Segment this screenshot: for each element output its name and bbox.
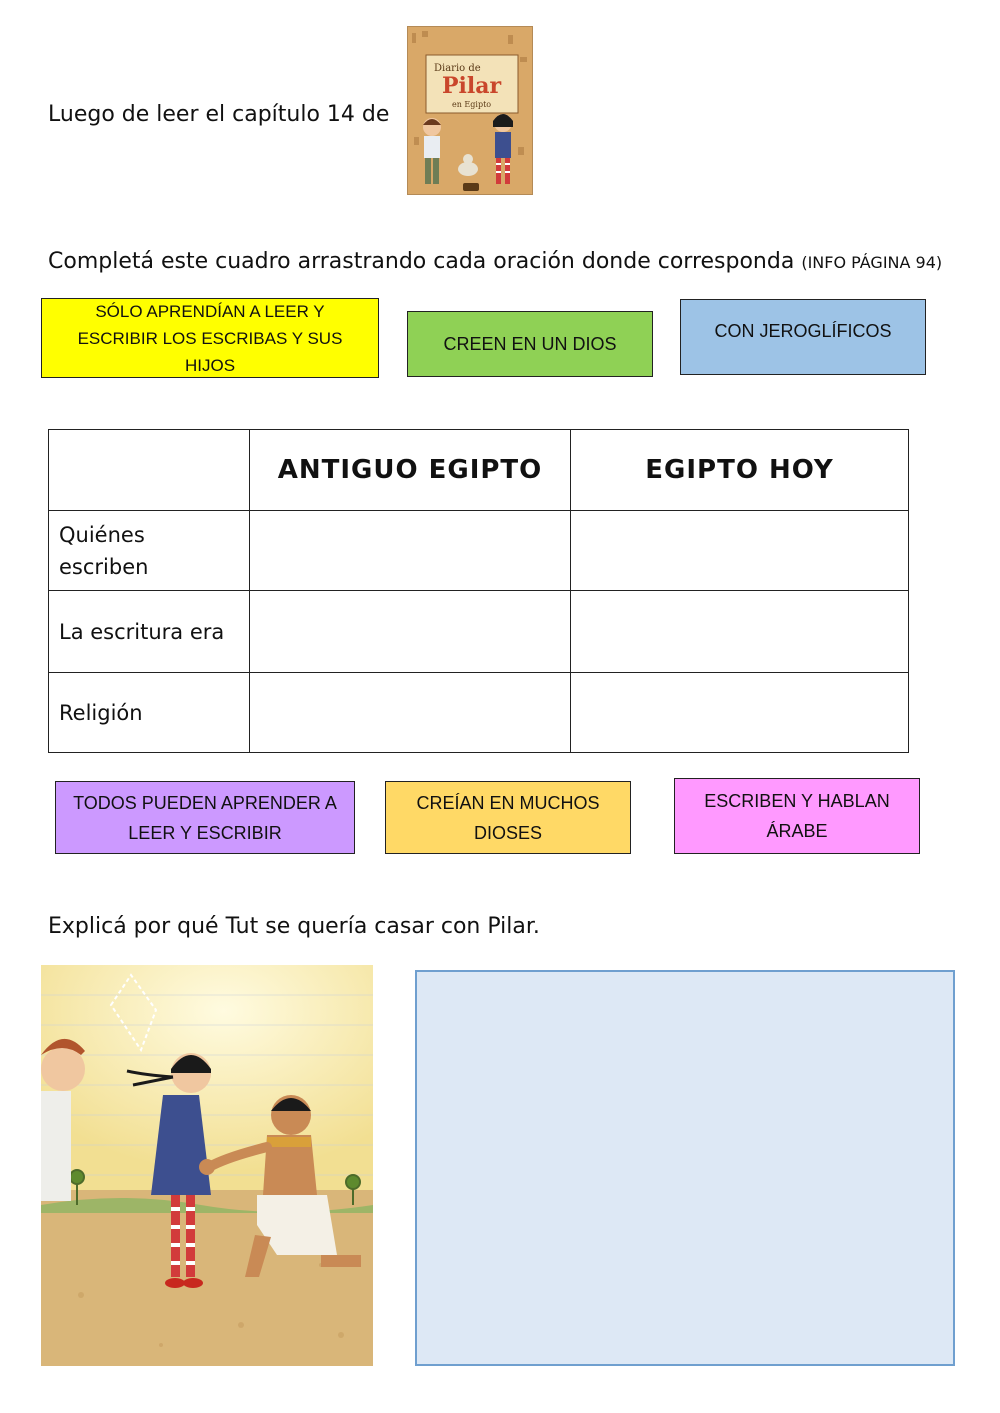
story-illustration	[41, 965, 373, 1366]
table-row	[49, 673, 909, 753]
table-row	[49, 591, 909, 673]
book-title-line3: en Egipto	[452, 100, 492, 109]
book-title-line2: Pilar	[442, 73, 502, 99]
table-row	[49, 511, 909, 591]
answer-textbox[interactable]	[415, 970, 955, 1366]
drag-card-label: CREÍAN EN MUCHOS DIOSES	[416, 792, 600, 843]
intro-text: Luego de leer el capítulo 14 de	[48, 102, 390, 127]
row-label-religion: Religión	[49, 673, 250, 753]
column-header-egipto-hoy: EGIPTO HOY	[571, 430, 909, 511]
instruction-page-note: (INFO PÁGINA 94)	[801, 253, 943, 272]
table-header-row	[49, 430, 909, 511]
drop-cell-hoy-religion[interactable]	[571, 673, 909, 753]
drag-card-todos-pueden[interactable]	[55, 781, 355, 854]
drag-card-label: CREEN EN UN DIOS	[443, 334, 617, 354]
row-label-escritura: La escritura era	[49, 591, 250, 673]
drag-card-muchos-dioses[interactable]	[385, 781, 631, 854]
drag-card-label: CON JEROGLÍFICOS	[714, 321, 892, 341]
row-label-quienes-escriben: Quiénes escriben	[49, 511, 250, 591]
tut-proposal-illustration	[41, 965, 373, 1366]
question-text: Explicá por qué Tut se quería casar con Pilar.	[48, 914, 540, 939]
drop-cell-hoy-escritura[interactable]	[571, 591, 909, 673]
drop-cell-antiguo-religion[interactable]	[250, 673, 571, 753]
drag-card-escribas[interactable]	[41, 298, 379, 378]
instruction-text	[48, 249, 942, 274]
column-header-antiguo-egipto: ANTIGUO EGIPTO	[250, 430, 571, 511]
drag-card-arabe[interactable]	[674, 778, 920, 854]
book-cover-illustration	[408, 27, 533, 195]
comparison-table	[48, 429, 909, 753]
drop-cell-hoy-quienes[interactable]	[571, 511, 909, 591]
instruction-main: Completá este cuadro arrastrando cada oración donde corresponda	[48, 249, 795, 274]
drag-card-label: SÓLO APRENDÍAN A LEER Y ESCRIBIR LOS ESCRIBAS Y SUS HIJOS	[77, 301, 343, 375]
drop-cell-antiguo-quienes[interactable]	[250, 511, 571, 591]
table-corner-cell	[49, 430, 250, 511]
book-cover-image	[407, 26, 533, 195]
drop-cell-antiguo-escritura[interactable]	[250, 591, 571, 673]
book-title-line1: Diario de	[434, 63, 481, 74]
drag-card-label: TODOS PUEDEN APRENDER A LEER Y ESCRIBIR	[73, 792, 337, 843]
drag-card-un-dios[interactable]	[407, 311, 653, 377]
drag-card-label: ESCRIBEN Y HABLAN ÁRABE	[704, 791, 890, 841]
drag-card-jeroglificos[interactable]	[680, 299, 926, 375]
